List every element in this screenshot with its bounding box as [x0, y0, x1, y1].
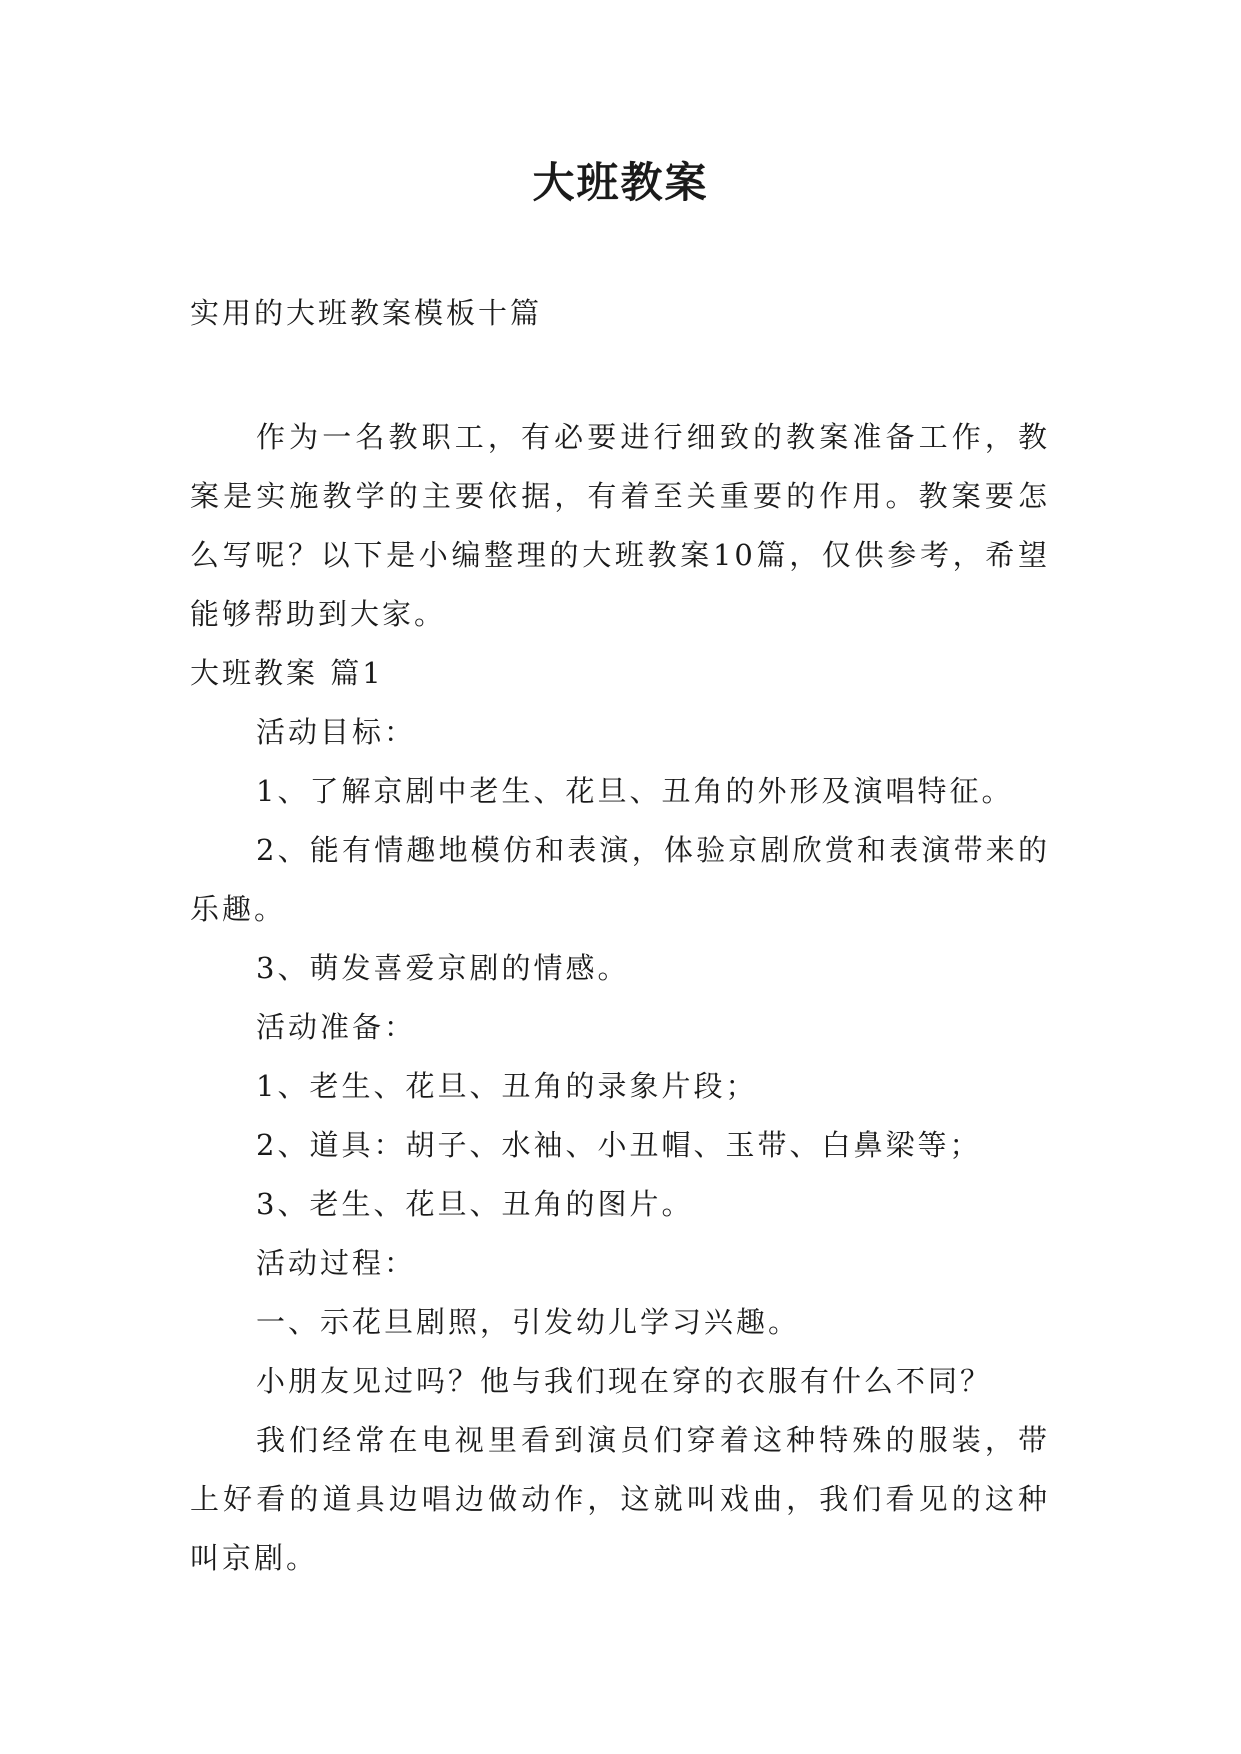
paragraph-goal-2: 2、能有情趣地模仿和表演，体验京剧欣赏和表演带来的乐趣。	[190, 833, 1050, 926]
document-title: 大班教案	[532, 158, 709, 207]
section-heading: 大班教案 篇1	[190, 656, 384, 690]
paragraph-question: 小朋友见过吗？他与我们现在穿的衣服有什么不同？	[256, 1364, 993, 1398]
paragraph-activity-goals: 活动目标：	[256, 715, 417, 749]
document-subtitle: 实用的大班教案模板十篇	[190, 296, 543, 330]
paragraph-activity-prep: 活动准备：	[256, 1010, 417, 1044]
intro-paragraph: 作为一名教职工，有必要进行细致的教案准备工作，教案是实施教学的主要依据，有着至关重要的作用。教案要怎么写呢？以下是小编整理的大班教案10篇，仅供参考，希望能够帮助到大家。	[190, 420, 1050, 631]
section-1	[190, 644, 1050, 1588]
paragraph-explanation: 我们经常在电视里看到演员们穿着这种特殊的服装，带上好看的道具边唱边做动作，这就叫戏曲，我们看见的这种叫京剧。	[190, 1423, 1050, 1575]
paragraph-goal-3: 3、萌发喜爱京剧的情感。	[256, 951, 630, 985]
paragraph-prep-3: 3、老生、花旦、丑角的图片。	[256, 1187, 694, 1221]
paragraph-activity-process: 活动过程：	[256, 1246, 417, 1280]
paragraph-prep-1: 1、老生、花旦、丑角的录象片段；	[256, 1069, 758, 1103]
paragraph-goal-1: 1、了解京剧中老生、花旦、丑角的外形及演唱特征。	[256, 774, 1014, 808]
paragraph-prep-2: 2、道具：胡子、水袖、小丑帽、玉带、白鼻梁等；	[256, 1128, 982, 1162]
paragraph-process-1: 一、示花旦剧照，引发幼儿学习兴趣。	[256, 1305, 801, 1339]
